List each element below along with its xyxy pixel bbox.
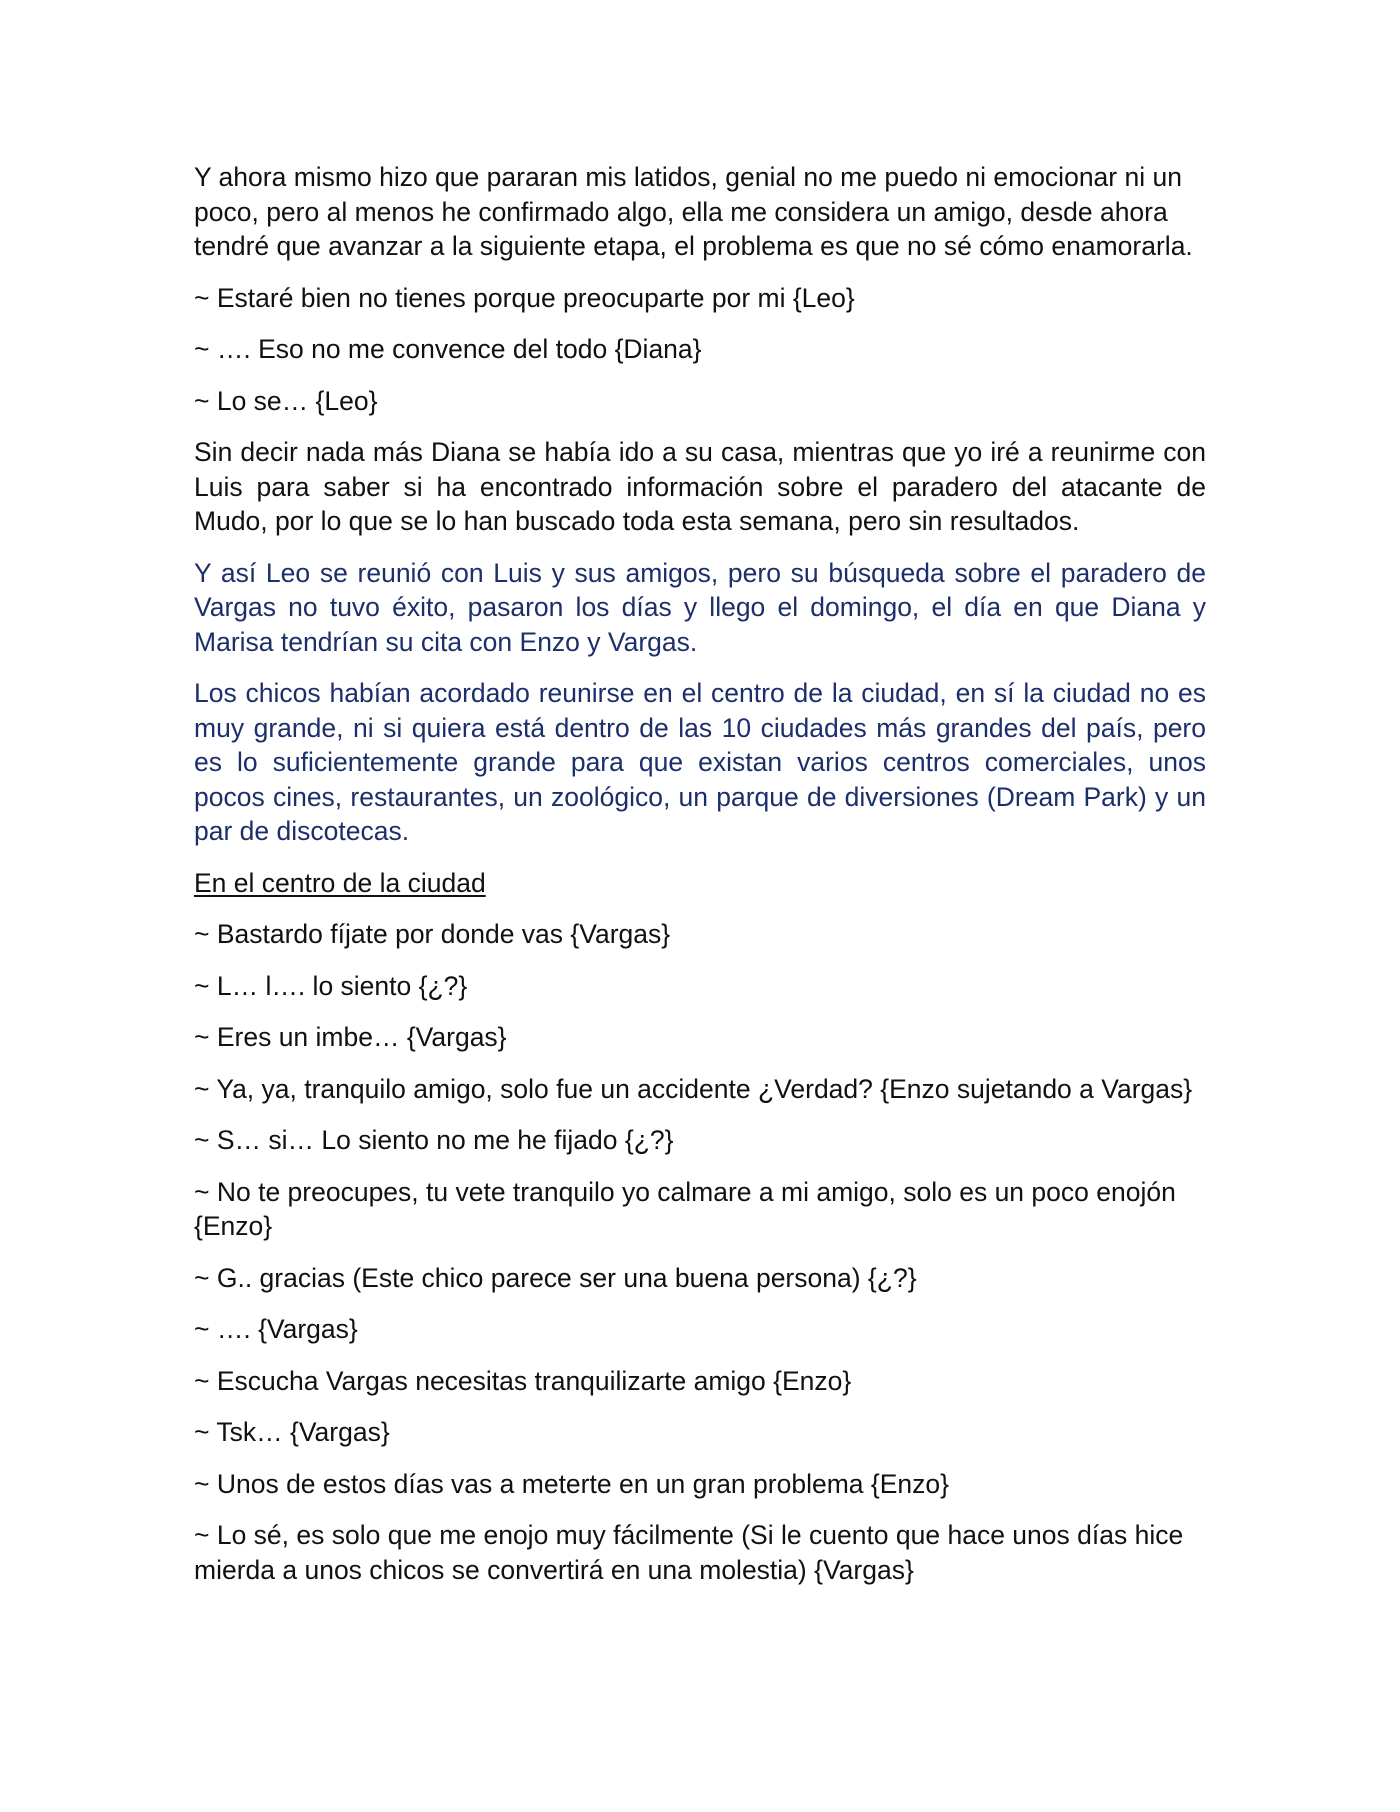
narration-city: Los chicos habían acordado reunirse en el centro de la ciudad, en sí la ciudad no es muy grande, ni si quiera está dentro de las 10 ciudades más grandes del país, pero es lo suficientemente grande para que existan varios centros comerciales, unos pocos cines, restaurantes, un zoológico, un parque de diversiones (Dream Park) y un par de discotecas.	[194, 678, 1206, 846]
dialogue-line-diana-1: ~ …. Eso no me convence del todo {Diana}	[194, 334, 702, 364]
dialogue-line-vargas-5: ~ Lo sé, es solo que me enojo muy fácilmente (Si le cuento que hace unos días hice mierda a unos chicos se convertirá en una molestia) {Vargas}	[194, 1520, 1184, 1585]
dialogue-line-leo-2: ~ Lo se… {Leo}	[194, 385, 378, 416]
dialogue-line-unknown-1: ~ L… l…. lo siento {¿?}	[194, 970, 468, 1001]
paragraph-intro: Y ahora mismo hizo que pararan mis latidos, genial no me puedo ni emocionar ni un poco, pero al menos he confirmado algo, ella me considera un amigo, desde ahora tendré que avanzar a la siguiente etapa, el problema es que no sé cómo enamorarla.	[194, 162, 1193, 261]
dialogue-line-vargas-4: ~ Tsk… {Vargas}	[194, 1417, 390, 1447]
dialogue-line-leo-1: ~ Estaré bien no tienes porque preocuparte por mi {Leo}	[194, 282, 855, 313]
dialogue-line-enzo-2: ~ No te preocupes, tu vete tranquilo yo calmare a mi amigo, solo es un poco enojón {Enzo}	[194, 1176, 1176, 1241]
paragraph-meeting-luis: Sin decir nada más Diana se había ido a su casa, mientras que yo iré a reunirme con Luis para saber si ha encontrado información sobre el paradero del atacante de Mudo, por lo que se lo han buscado toda esta semana, pero sin resultados.	[194, 437, 1206, 536]
narration-sunday: Y así Leo se reunió con Luis y sus amigos, pero su búsqueda sobre el paradero de Vargas no tuvo éxito, pasaron los días y llego el domingo, el día en que Diana y Marisa tendrían su cita con Enzo y Vargas.	[194, 557, 1206, 657]
dialogue-line-enzo-1: ~ Ya, ya, tranquilo amigo, solo fue un accidente ¿Verdad? {Enzo sujetando a Vargas}	[194, 1073, 1193, 1104]
document-page	[194, 160, 1206, 1604]
dialogue-line-unknown-2: ~ S… si… Lo siento no me he fijado {¿?}	[194, 1125, 674, 1155]
dialogue-line-enzo-4: ~ Unos de estos días vas a meterte en un gran problema {Enzo}	[194, 1468, 949, 1499]
dialogue-line-vargas-2: ~ Eres un imbe… {Vargas}	[194, 1022, 507, 1052]
dialogue-line-enzo-3: ~ Escucha Vargas necesitas tranquilizarte amigo {Enzo}	[194, 1365, 852, 1396]
dialogue-line-vargas-1: ~ Bastardo fíjate por donde vas {Vargas}	[194, 919, 671, 949]
dialogue-line-vargas-3: ~ …. {Vargas}	[194, 1314, 358, 1344]
scene-heading: En el centro de la ciudad	[194, 867, 486, 898]
dialogue-line-unknown-3: ~ G.. gracias (Este chico parece ser una buena persona) {¿?}	[194, 1262, 917, 1293]
